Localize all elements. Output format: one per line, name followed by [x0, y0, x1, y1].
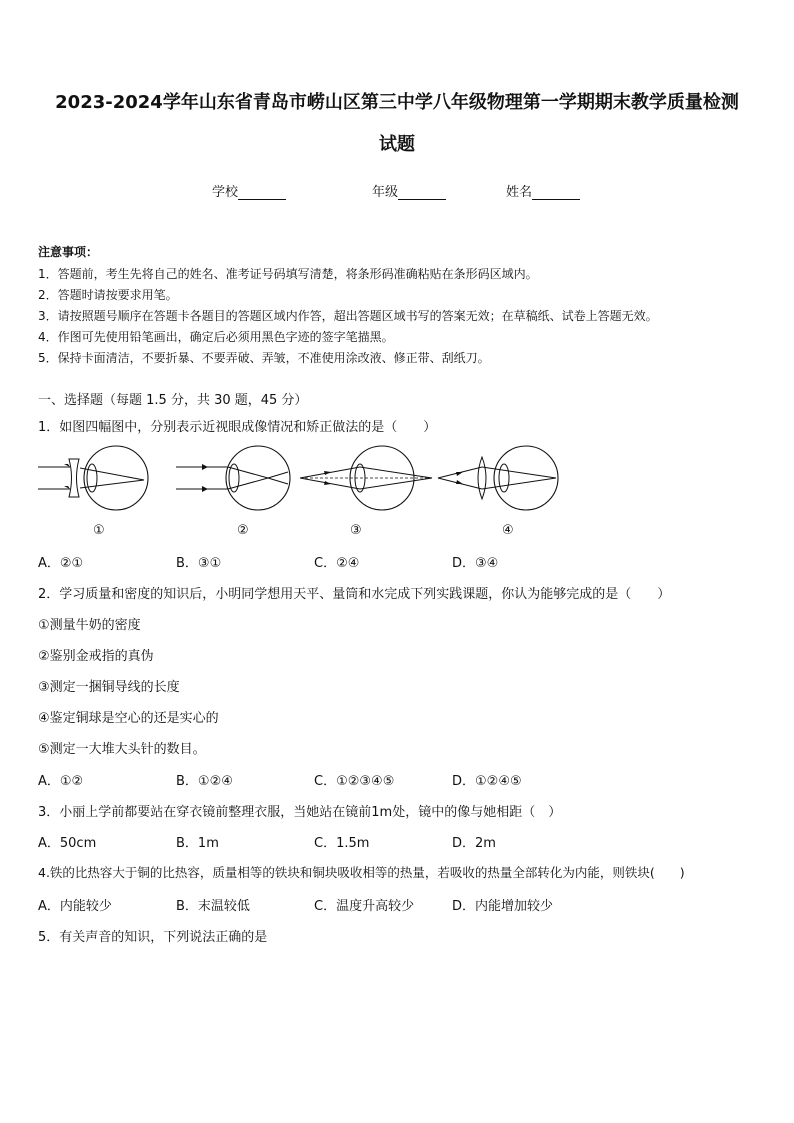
eye-diagram-2	[172, 442, 300, 526]
figure-caption-1: ①	[93, 523, 105, 538]
q3-option-b: B．1m	[176, 836, 219, 851]
page-title: 2023-2024学年山东省青岛市崂山区第三中学八年级物理第一学期期末教学质量检测	[55, 92, 739, 113]
q1-option-c: C．②④	[314, 556, 360, 571]
q2-item: ②鉴别金戒指的真伪	[38, 649, 154, 664]
q1-option-d: D．③④	[452, 556, 499, 571]
school-field	[212, 181, 286, 200]
grade-field	[372, 181, 446, 200]
notes-heading: 注意事项：	[38, 245, 99, 259]
q4-option-b: B．末温较低	[176, 899, 250, 914]
question-5-stem: 5．有关声音的知识，下列说法正确的是	[38, 930, 268, 945]
school-blank	[238, 187, 286, 200]
eye-diagram-4	[436, 442, 564, 526]
school-label: 学校	[212, 185, 239, 200]
question-3-stem: 3．小丽上学前都要站在穿衣镜前整理衣服，当她站在镜前1m处，镜中的像与她相距（ ）	[38, 805, 562, 820]
eye-diagram-3	[298, 442, 434, 526]
name-field	[506, 181, 580, 200]
q2-item: ③测定一捆铜导线的长度	[38, 680, 180, 695]
section-heading: 一、选择题（每题 1.5 分，共 30 题，45 分）	[38, 393, 308, 408]
note-item: 3．请按照题号顺序在答题卡各题目的答题区域内作答，超出答题区域书写的答案无效；在草稿纸、试卷上答题无效。	[38, 309, 658, 323]
figure-caption-2: ②	[237, 523, 249, 538]
q4-option-c: C．温度升高较少	[314, 899, 415, 914]
page-title-line2: 试题	[379, 134, 415, 155]
figure-caption-3: ③	[350, 523, 362, 538]
eye-diagram-1	[36, 442, 156, 526]
figure-caption-4: ④	[502, 523, 514, 538]
q4-option-d: D．内能增加较少	[452, 899, 554, 914]
q2-option-a: A．①②	[38, 774, 84, 789]
q2-item: ①测量牛奶的密度	[38, 618, 141, 633]
question-1-stem: 1．如图四幅图中，分别表示近视眼成像情况和矫正做法的是（ ）	[38, 420, 437, 435]
q2-item: ④鉴定铜球是空心的还是实心的	[38, 711, 219, 726]
q2-item: ⑤测定一大堆大头针的数目。	[38, 742, 206, 757]
note-item: 2．答题时请按要求用笔。	[38, 288, 178, 302]
note-item: 1．答题前，考生先将自己的姓名、准考证号码填写清楚，将条形码准确粘贴在条形码区域内。	[38, 267, 538, 281]
note-item: 4．作图可先使用铅笔画出，确定后必须用黑色字迹的签字笔描黑。	[38, 330, 394, 344]
name-label: 姓名	[506, 185, 533, 200]
question-4-stem: 4.铁的比热容大于铜的比热容，质量相等的铁块和铜块吸收相等的热量，若吸收的热量全部转化为内能，则铁块( )	[38, 865, 685, 880]
grade-blank	[398, 187, 446, 200]
grade-label: 年级	[372, 185, 399, 200]
q1-option-a: A．②①	[38, 556, 84, 571]
q2-option-c: C．①②③④⑤	[314, 774, 395, 789]
q3-option-c: C．1.5m	[314, 836, 370, 851]
name-blank	[532, 187, 580, 200]
q2-option-b: B．①②④	[176, 774, 233, 789]
q3-option-a: A．50cm	[38, 836, 97, 851]
q2-option-d: D．①②④⑤	[452, 774, 522, 789]
note-item: 5．保持卡面清洁，不要折暴、不要弄破、弄皱，不准使用涂改液、修正带、刮纸刀。	[38, 351, 490, 365]
q3-option-d: D．2m	[452, 836, 496, 851]
q1-option-b: B．③①	[176, 556, 222, 571]
q4-option-a: A．内能较少	[38, 899, 112, 914]
question-2-stem: 2．学习质量和密度的知识后，小明同学想用天平、量筒和水完成下列实践课题，你认为能够完成的是（ ）	[38, 587, 671, 602]
